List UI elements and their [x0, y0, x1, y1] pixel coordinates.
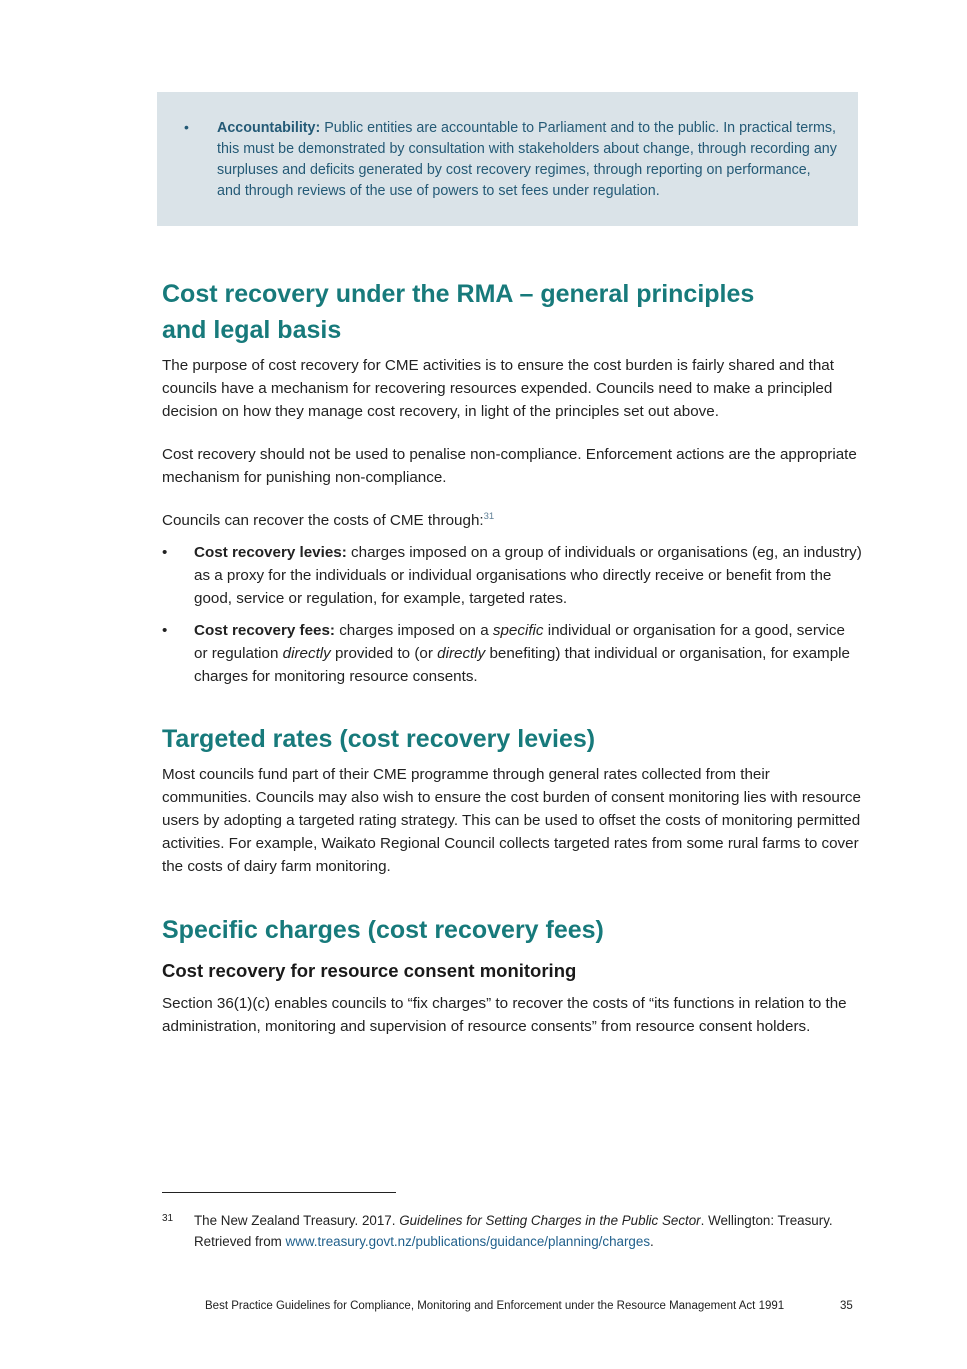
- cost-recovery-list: [162, 541, 862, 688]
- bullet: •: [184, 119, 189, 135]
- list-item: • Cost recovery fees: charges imposed on a specific individual or organisation for a good, service or regulation directly provided to (or directly benefiting) that individual or organisation, for example charges for monitoring resource consents.: [162, 619, 862, 688]
- bullet: •: [162, 544, 168, 561]
- accountability-callout: [157, 92, 858, 226]
- page-number: 35: [840, 1300, 853, 1312]
- paragraph: Cost recovery should not be used to penalise non-compliance. Enforcement actions are the appropriate mechanism for punishing non-compliance.: [162, 446, 857, 486]
- footnote: [162, 1210, 842, 1252]
- footnote-number: 31: [162, 1213, 174, 1224]
- list-item: • Cost recovery levies: charges imposed on a group of individuals or organisations (eg, an industry) as a proxy for the individuals or individual organisations who directly receive or benefit from the good, service or regulation, for example, targeted rates.: [162, 541, 862, 610]
- paragraph: The purpose of cost recovery for CME activities is to ensure the cost burden is fairly shared and that councils have a mechanism for recovering resources expended. Councils need to make a principled decision on how they manage cost recovery, in light of the principles set out above.: [162, 357, 834, 420]
- main-content: [162, 276, 862, 1038]
- section-heading-cost-recovery: Cost recovery under the RMA – general principles and legal basis: [162, 280, 755, 344]
- footnote-divider: [162, 1192, 396, 1193]
- section-heading-specific-charges: Specific charges (cost recovery fees): [162, 916, 604, 944]
- callout-term: Accountability:: [217, 120, 321, 136]
- callout-text: [217, 118, 837, 202]
- paragraph: Councils can recover the costs of CME through:$^{31}$: [162, 510, 495, 529]
- callout-body: Public entities are accountable to Parliament and to the public. In practical terms, this must be demonstrated by consultation with stakeholders about change, through recording any surpluses and deficits generated by cost recovery regimes, through reporting on performance, and through reviews of the use of powers to set fees under regulation.: [217, 120, 837, 199]
- bullet: •: [162, 622, 168, 639]
- page-footer-title: Best Practice Guidelines for Compliance, Monitoring and Enforcement under the Resource Management Act 1991: [205, 1300, 785, 1312]
- footnote-text: The New Zealand Treasury. 2017. Guidelines for Setting Charges in the Public Sector. Wellington: Treasury. Retrieved from www.treasury.govt.nz/publications/guidance/planning/charges.: [194, 1213, 833, 1249]
- treasury-link[interactable]: www.treasury.govt.nz/publications/guidance/planning/charges: [285, 1234, 651, 1249]
- footnote-reference[interactable]: 31: [483, 510, 495, 522]
- section-heading-targeted-rates: Targeted rates (cost recovery levies): [162, 725, 596, 753]
- paragraph: Most councils fund part of their CME programme through general rates collected from their communities. Councils may also wish to ensure the cost burden of consent monitoring lies with resource users by adopting a targeted rating strategy. This can be used to offset the costs of monitoring permitted activities. For example, Waikato Regional Council collects targeted rates from some rural farms to cover the costs of dairy farm monitoring.: [162, 766, 861, 875]
- paragraph: Section 36(1)(c) enables councils to “fix charges” to recover the costs of “its functions in relation to the administration, monitoring and supervision of resource consents” from resource consent holders.: [162, 995, 847, 1035]
- subheading-consent-monitoring: Cost recovery for resource consent monitoring: [162, 960, 577, 981]
